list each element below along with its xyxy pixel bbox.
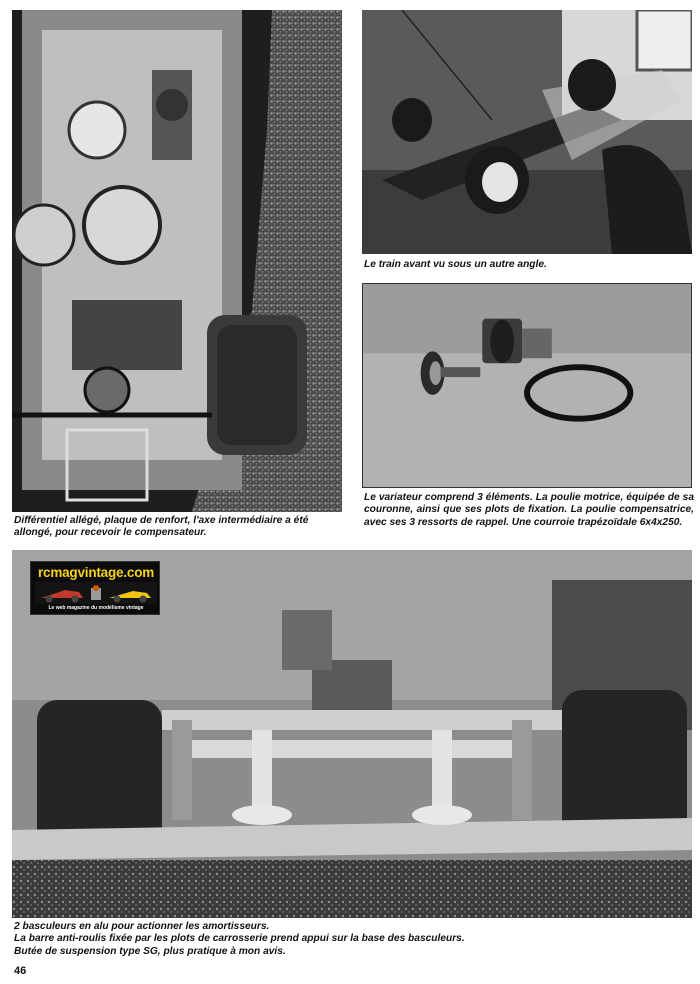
variator-parts-photo: [362, 283, 692, 488]
logo-tagline: Le web magazine du modélisme vintage: [48, 605, 144, 611]
front-train-caption: Le train avant vu sous un autre angle.: [364, 259, 547, 270]
logo-cars-illustration: [35, 582, 157, 604]
rcmagvintage-logo: [30, 561, 160, 615]
chassis-caption: Différentiel allégé, plaque de renfort, l'axe intermédiaire a été allongé, pour recevoir le compensateur.: [14, 515, 309, 539]
page-number: 46: [14, 965, 27, 977]
rear-suspension-caption: [14, 921, 684, 958]
rear-caption-line: La barre anti-roulis fixée par les plots de carrosserie prend appui sur la base des basculeurs.: [14, 933, 465, 945]
rear-caption-line: Butée de suspension type SG, plus pratique à mon avis.: [14, 945, 286, 957]
rear-caption-line: 2 basculeurs en alu pour actionner les amortisseurs.: [14, 921, 270, 932]
front-train-photo: [362, 10, 692, 254]
variator-caption: Le variateur comprend 3 éléments. La poulie motrice, équipée de sa couronne, ainsi que ses plots de fixation. La poulie compensatrice, avec ses 3 ressorts de rappel. Une courroie trapézoïdale 6x4x250.: [364, 492, 694, 528]
chassis-photo: [12, 10, 342, 512]
logo-name: rcmagvintage.com: [37, 565, 155, 580]
